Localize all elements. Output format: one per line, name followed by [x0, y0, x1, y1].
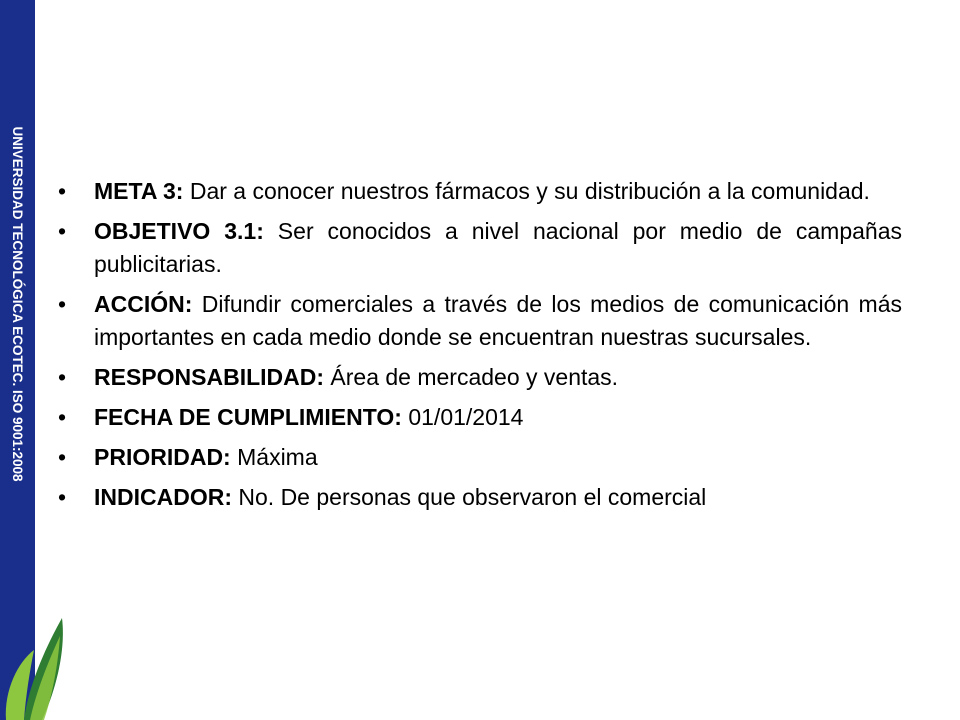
- list-item: [58, 361, 902, 394]
- item-label: PRIORIDAD:: [94, 444, 231, 470]
- list-item: [58, 175, 902, 208]
- item-label: RESPONSABILIDAD:: [94, 364, 325, 390]
- list-item: [58, 481, 902, 514]
- item-text: No. De personas que observaron el comercial: [232, 484, 707, 510]
- item-label: FECHA DE CUMPLIMIENTO:: [94, 404, 402, 430]
- ecotec-leaf-logo-icon: [0, 610, 70, 720]
- item-text: Máxima: [230, 444, 318, 470]
- list-item: [58, 441, 902, 474]
- item-text: Difundir comerciales a través de los medios de comunicación más importantes en cada medio donde se encuentran nuestras sucursales.: [94, 291, 902, 350]
- list-item: [58, 401, 902, 434]
- item-label: META 3:: [94, 178, 184, 204]
- item-label: OBJETIVO 3.1:: [94, 218, 264, 244]
- item-label: ACCIÓN:: [94, 291, 193, 317]
- item-text: Dar a conocer nuestros fármacos y su distribución a la comunidad.: [183, 178, 870, 204]
- side-banner-text: UNIVERSIDAD TECNOLÓGICA ECOTEC. ISO 9001:2008: [10, 126, 25, 482]
- item-text: Área de mercadeo y ventas.: [324, 364, 619, 390]
- list-item: [58, 215, 902, 281]
- item-text: Ser conocidos a nivel nacional por medio de campañas publicitarias.: [94, 218, 902, 277]
- list-item: [58, 288, 902, 354]
- bullet-list: [58, 175, 902, 521]
- item-label: INDICADOR:: [94, 484, 232, 510]
- item-text: 01/01/2014: [401, 404, 524, 430]
